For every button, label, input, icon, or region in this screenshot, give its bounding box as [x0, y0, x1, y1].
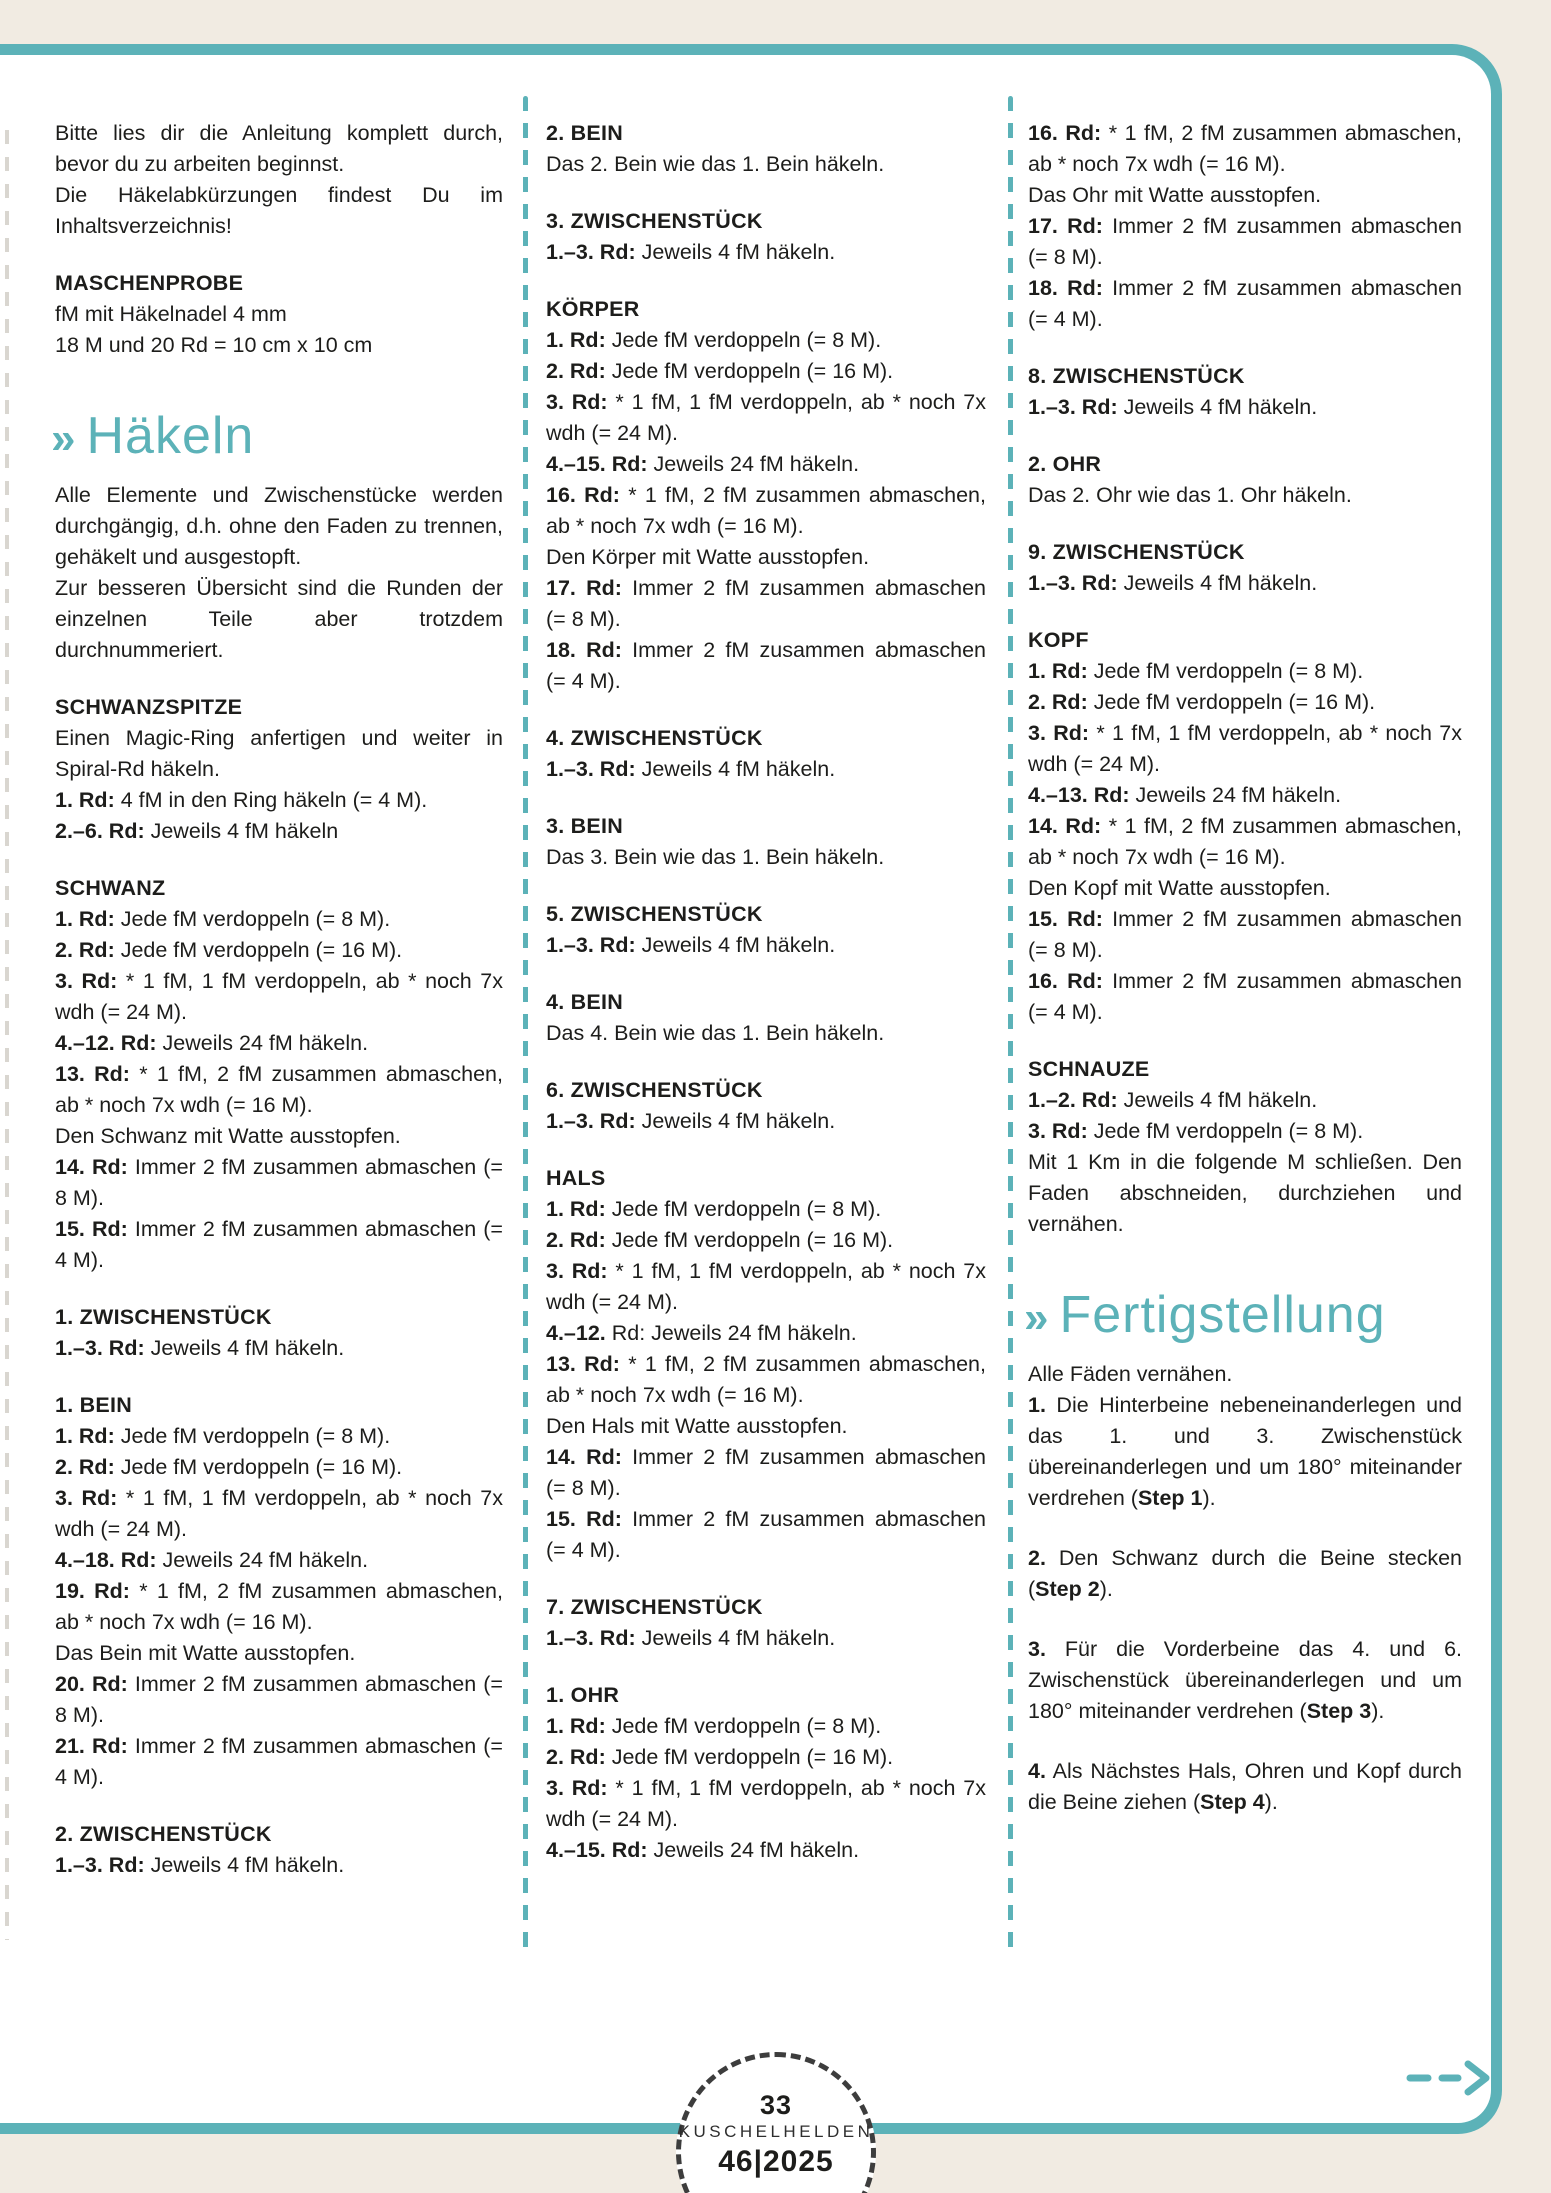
- script-heading-label: Häkeln: [86, 407, 255, 465]
- section-heading: 2. OHR: [1028, 452, 1102, 476]
- instruction-paragraph: [546, 449, 986, 480]
- instruction-paragraph: [546, 1411, 986, 1442]
- instruction-paragraph: [546, 930, 986, 961]
- bold-text: 1. Rd:: [546, 328, 606, 352]
- body-text: Einen Magic-Ring anfertigen und weiter in Spiral-Rd häkeln.: [55, 726, 503, 781]
- bold-text: 14. Rd:: [1028, 814, 1102, 838]
- bold-text: 1.–3. Rd:: [546, 1109, 636, 1133]
- column-separator-1: [523, 96, 528, 1952]
- bold-text: 4.–12.: [546, 1321, 606, 1345]
- instruction-paragraph: [546, 149, 986, 180]
- bold-text: 15. Rd:: [546, 1507, 622, 1531]
- body-text: Das 3. Bein wie das 1. Bein häkeln.: [546, 845, 885, 869]
- body-text: Immer 2 fM zusammen abmaschen (= 4 M).: [1028, 969, 1462, 1024]
- instruction-paragraph: [546, 635, 986, 697]
- body-text: Jeweils 24 fM häkeln.: [156, 1548, 369, 1572]
- instruction-paragraph: [546, 1773, 986, 1835]
- body-text: Den Schwanz mit Watte ausstopfen.: [55, 1124, 401, 1148]
- section-heading: 7. ZWISCHENSTÜCK: [546, 1595, 763, 1619]
- body-text: Das Ohr mit Watte ausstopfen.: [1028, 183, 1322, 207]
- body-text: Das 2. Ohr wie das 1. Ohr häkeln.: [1028, 483, 1352, 507]
- body-text: * 1 fM, 1 fM verdoppeln, ab * noch 7x wdh (= 24 M).: [546, 1776, 986, 1831]
- instruction-paragraph: [55, 785, 503, 816]
- body-text: Jeweils 24 fM häkeln.: [1129, 783, 1342, 807]
- instruction-paragraph: [55, 1452, 503, 1483]
- instruction-paragraph: [1028, 180, 1462, 211]
- body-text: Jede fM verdoppeln (= 16 M).: [1087, 690, 1376, 714]
- instruction-paragraph: [55, 816, 503, 847]
- body-text: Jede fM verdoppeln (= 16 M).: [605, 1228, 894, 1252]
- section-heading: 6. ZWISCHENSTÜCK: [546, 1078, 763, 1102]
- instruction-paragraph: [1028, 1390, 1462, 1514]
- body-text: Jede fM verdoppeln (= 16 M).: [605, 1745, 894, 1769]
- body-text: Jeweils 4 fM häkeln.: [144, 1853, 345, 1877]
- bold-text: 2. Rd:: [546, 1228, 606, 1252]
- body-text: * 1 fM, 1 fM verdoppeln, ab * noch 7x wdh (= 24 M).: [546, 390, 986, 445]
- instruction-paragraph: [55, 573, 503, 666]
- instruction-paragraph: [1028, 118, 1462, 180]
- body-text: Jeweils 4 fM häkeln.: [1117, 571, 1318, 595]
- bold-text: 3. Rd:: [1028, 1119, 1088, 1143]
- instruction-paragraph: [546, 1225, 986, 1256]
- instruction-paragraph: [55, 1850, 503, 1881]
- script-heading: [51, 405, 503, 470]
- section-heading: 3. BEIN: [546, 814, 624, 838]
- instruction-paragraph: [55, 723, 503, 785]
- bold-text: 1.–3. Rd:: [546, 757, 636, 781]
- instruction-paragraph: [55, 1421, 503, 1452]
- instruction-paragraph: [1028, 211, 1462, 273]
- bold-text: 13. Rd:: [55, 1062, 130, 1086]
- instruction-paragraph: [55, 1545, 503, 1576]
- page-edge-dashed-line: [5, 130, 9, 1940]
- bold-text: 1.–3. Rd:: [546, 1626, 636, 1650]
- body-text: Mit 1 Km in die folgende M schließen. Den Faden abschneiden, durchziehen und vernähen.: [1028, 1150, 1462, 1236]
- instruction-paragraph: [1028, 392, 1462, 423]
- body-text: fM mit Häkelnadel 4 mm: [55, 302, 287, 326]
- body-text: 18 M und 20 Rd = 10 cm x 10 cm: [55, 333, 373, 357]
- instruction-paragraph: [55, 180, 503, 242]
- body-text: Den Körper mit Watte ausstopfen.: [546, 545, 870, 569]
- section-heading: SCHWANZSPITZE: [55, 695, 243, 719]
- body-text: Jede fM verdoppeln (= 8 M).: [1087, 1119, 1364, 1143]
- instruction-paragraph: [1028, 811, 1462, 873]
- body-text: Den Kopf mit Watte ausstopfen.: [1028, 876, 1331, 900]
- script-heading: [1024, 1284, 1462, 1349]
- instruction-paragraph: [1028, 1756, 1462, 1818]
- section-heading: 2. BEIN: [546, 121, 624, 145]
- instruction-paragraph: [546, 1442, 986, 1504]
- instruction-paragraph: [1028, 1543, 1462, 1605]
- bold-text: 2. Rd:: [55, 1455, 115, 1479]
- instruction-paragraph: [1028, 873, 1462, 904]
- instruction-paragraph: [1028, 273, 1462, 335]
- instruction-paragraph: [546, 1018, 986, 1049]
- bold-text: 4.–15. Rd:: [546, 452, 648, 476]
- instruction-paragraph: [55, 904, 503, 935]
- body-text: Immer 2 fM zusammen abmaschen (= 8 M).: [55, 1155, 503, 1210]
- column-separator-2: [1008, 96, 1013, 1952]
- body-text: ).: [1099, 1577, 1113, 1601]
- instruction-paragraph: [546, 1835, 986, 1866]
- section-heading: 5. ZWISCHENSTÜCK: [546, 902, 763, 926]
- bold-text: 3. Rd:: [546, 1259, 608, 1283]
- bold-text: 20. Rd:: [55, 1672, 128, 1696]
- body-text: * 1 fM, 2 fM zusammen abmaschen, ab * noch 7x wdh (= 16 M).: [546, 483, 986, 538]
- instruction-paragraph: [55, 966, 503, 1028]
- body-text: Jeweils 4 fM häkeln: [144, 819, 339, 843]
- bold-text: 16. Rd:: [1028, 969, 1103, 993]
- body-text: Jede fM verdoppeln (= 16 M).: [605, 359, 894, 383]
- instruction-paragraph: [1028, 687, 1462, 718]
- body-text: Jeweils 4 fM häkeln.: [635, 933, 836, 957]
- body-text: Als Nächstes Hals, Ohren und Kopf durch die Beine ziehen (: [1028, 1759, 1462, 1814]
- bold-text: 15. Rd:: [55, 1217, 128, 1241]
- chevron-icon: »: [51, 414, 77, 463]
- bold-text: 1.–3. Rd:: [55, 1853, 145, 1877]
- instruction-paragraph: [1028, 966, 1462, 1028]
- section-heading: 1. OHR: [546, 1683, 620, 1707]
- body-text: Bitte lies dir die Anleitung komplett durch, bevor du zu arbeiten beginnst.: [55, 121, 503, 176]
- body-text: Jeweils 24 fM häkeln.: [647, 1838, 860, 1862]
- body-text: Die Häkelabkürzungen findest Du im Inhaltsverzeichnis!: [55, 183, 503, 238]
- body-text: Das Bein mit Watte ausstopfen.: [55, 1641, 356, 1665]
- bold-text: 17. Rd:: [1028, 214, 1103, 238]
- bold-text: 4.: [1028, 1759, 1046, 1783]
- instruction-paragraph: [546, 356, 986, 387]
- section-heading: KÖRPER: [546, 297, 640, 321]
- instruction-paragraph: [55, 1483, 503, 1545]
- body-text: Immer 2 fM zusammen abmaschen (= 4 M).: [546, 638, 986, 693]
- issue-number: 46|2025: [718, 2145, 834, 2178]
- body-text: Immer 2 fM zusammen abmaschen (= 4 M).: [546, 1507, 986, 1562]
- section-heading: 8. ZWISCHENSTÜCK: [1028, 364, 1245, 388]
- body-text: Jede fM verdoppeln (= 8 M).: [1087, 659, 1364, 683]
- bold-text: Step 3: [1306, 1699, 1372, 1723]
- body-text: ).: [1202, 1486, 1216, 1510]
- bold-text: 1.–3. Rd:: [1028, 571, 1118, 595]
- bold-text: 2.–6. Rd:: [55, 819, 145, 843]
- bold-text: 4.–15. Rd:: [546, 1838, 648, 1862]
- instruction-paragraph: [546, 1349, 986, 1411]
- body-text: Alle Elemente und Zwischenstücke werden durchgängig, d.h. ohne den Faden zu trennen, gehäkelt und ausgestopft.: [55, 483, 503, 569]
- bold-text: Step 2: [1035, 1577, 1100, 1601]
- body-text: Jeweils 4 fM häkeln.: [1117, 395, 1318, 419]
- body-text: Jeweils 4 fM häkeln.: [1117, 1088, 1318, 1112]
- instruction-paragraph: [546, 387, 986, 449]
- magazine-name: KUSCHELHELDEN: [678, 2122, 874, 2141]
- body-text: Jeweils 4 fM häkeln.: [144, 1336, 345, 1360]
- bold-text: 2. Rd:: [546, 359, 606, 383]
- bold-text: 3. Rd:: [55, 1486, 118, 1510]
- bold-text: 1. Rd:: [55, 907, 115, 931]
- text-column-2: [546, 118, 986, 1866]
- bold-text: 15. Rd:: [1028, 907, 1103, 931]
- instruction-paragraph: [546, 1194, 986, 1225]
- bold-text: Step 1: [1137, 1486, 1203, 1510]
- body-text: Jede fM verdoppeln (= 8 M).: [605, 1714, 882, 1738]
- bold-text: 2. Rd:: [546, 1745, 606, 1769]
- bold-text: 3. Rd:: [546, 1776, 608, 1800]
- body-text: * 1 fM, 1 fM verdoppeln, ab * noch 7x wdh (= 24 M).: [55, 969, 503, 1024]
- body-text: * 1 fM, 2 fM zusammen abmaschen, ab * noch 7x wdh (= 16 M).: [55, 1579, 503, 1634]
- instruction-paragraph: [55, 1152, 503, 1214]
- bold-text: 19. Rd:: [55, 1579, 130, 1603]
- body-text: Die Hinterbeine nebeneinanderlegen und das 1. und 3. Zwischenstück übereinanderlegen und um 180° miteinander verdrehen (: [1028, 1393, 1462, 1510]
- body-text: Jeweils 4 fM häkeln.: [635, 1109, 836, 1133]
- bold-text: 2. Rd:: [55, 938, 115, 962]
- instruction-paragraph: [55, 1576, 503, 1638]
- continue-next-page-arrow-icon: [1404, 2056, 1492, 2100]
- body-text: * 1 fM, 2 fM zusammen abmaschen, ab * noch 7x wdh (= 16 M).: [55, 1062, 503, 1117]
- instruction-paragraph: [55, 330, 503, 361]
- body-text: Immer 2 fM zusammen abmaschen (= 4 M).: [55, 1734, 503, 1789]
- body-text: * 1 fM, 1 fM verdoppeln, ab * noch 7x wdh (= 24 M).: [55, 1486, 503, 1541]
- instruction-paragraph: [546, 1742, 986, 1773]
- instruction-paragraph: [1028, 1085, 1462, 1116]
- bold-text: 4.–18. Rd:: [55, 1548, 157, 1572]
- body-text: Rd: Jeweils 24 fM häkeln.: [605, 1321, 857, 1345]
- instruction-paragraph: [1028, 480, 1462, 511]
- instruction-paragraph: [1028, 1147, 1462, 1240]
- section-heading: SCHWANZ: [55, 876, 166, 900]
- instruction-paragraph: [55, 935, 503, 966]
- bold-text: 1. Rd:: [546, 1197, 606, 1221]
- instruction-paragraph: [1028, 656, 1462, 687]
- section-heading: SCHNAUZE: [1028, 1057, 1150, 1081]
- instruction-paragraph: [546, 1711, 986, 1742]
- body-text: * 1 fM, 2 fM zusammen abmaschen, ab * noch 7x wdh (= 16 M).: [546, 1352, 986, 1407]
- body-text: * 1 fM, 1 fM verdoppeln, ab * noch 7x wdh (= 24 M).: [546, 1259, 986, 1314]
- instruction-paragraph: [1028, 1359, 1462, 1390]
- body-text: * 1 fM, 2 fM zusammen abmaschen, ab * noch 7x wdh (= 16 M).: [1028, 814, 1462, 869]
- section-heading: KOPF: [1028, 628, 1089, 652]
- body-text: Jede fM verdoppeln (= 8 M).: [114, 907, 391, 931]
- section-heading: 2. ZWISCHENSTÜCK: [55, 1822, 272, 1846]
- body-text: Jede fM verdoppeln (= 8 M).: [605, 328, 882, 352]
- body-text: Jede fM verdoppeln (= 16 M).: [114, 1455, 403, 1479]
- section-heading: 4. ZWISCHENSTÜCK: [546, 726, 763, 750]
- bold-text: 3.: [1028, 1637, 1046, 1661]
- instruction-paragraph: [55, 1028, 503, 1059]
- body-text: Jeweils 4 fM häkeln.: [635, 1626, 836, 1650]
- bold-text: 17. Rd:: [546, 576, 622, 600]
- instruction-paragraph: [1028, 1116, 1462, 1147]
- instruction-paragraph: [55, 1731, 503, 1793]
- instruction-paragraph: [55, 480, 503, 573]
- bold-text: 16. Rd:: [546, 483, 620, 507]
- instruction-paragraph: [55, 1669, 503, 1731]
- instruction-paragraph: [546, 1256, 986, 1318]
- bold-text: 18. Rd:: [1028, 276, 1103, 300]
- instruction-paragraph: [55, 1638, 503, 1669]
- body-text: Für die Vorderbeine das 4. und 6. Zwischenstück übereinanderlegen und um 180° miteinander verdrehen (: [1028, 1637, 1462, 1723]
- instruction-paragraph: [1028, 718, 1462, 780]
- body-text: Jede fM verdoppeln (= 8 M).: [605, 1197, 882, 1221]
- body-text: Immer 2 fM zusammen abmaschen (= 4 M).: [1028, 276, 1462, 331]
- bold-text: 13. Rd:: [546, 1352, 620, 1376]
- script-heading-label: Fertigstellung: [1059, 1286, 1386, 1344]
- instruction-paragraph: [1028, 904, 1462, 966]
- body-text: Jede fM verdoppeln (= 16 M).: [114, 938, 403, 962]
- text-column-1: [51, 118, 503, 1881]
- body-text: Zur besseren Übersicht sind die Runden der einzelnen Teile aber trotzdem durchnummeriert.: [55, 576, 503, 662]
- body-text: 4 fM in den Ring häkeln (= 4 M).: [114, 788, 428, 812]
- section-heading: 3. ZWISCHENSTÜCK: [546, 209, 763, 233]
- text-column-3: [1024, 118, 1462, 1818]
- body-text: Den Schwanz durch die Beine stecken (: [1028, 1546, 1462, 1601]
- body-text: Jeweils 24 fM häkeln.: [156, 1031, 369, 1055]
- section-heading: 4. BEIN: [546, 990, 624, 1014]
- bold-text: 3. Rd:: [1028, 721, 1090, 745]
- bold-text: 1.–3. Rd:: [546, 240, 636, 264]
- instruction-paragraph: [546, 325, 986, 356]
- bold-text: 3. Rd:: [546, 390, 608, 414]
- bold-text: 1.–3. Rd:: [55, 1336, 145, 1360]
- chevron-icon: »: [1024, 1293, 1050, 1342]
- body-text: * 1 fM, 1 fM verdoppeln, ab * noch 7x wdh (= 24 M).: [1028, 721, 1462, 776]
- instruction-paragraph: [546, 1504, 986, 1566]
- body-text: Immer 2 fM zusammen abmaschen (= 8 M).: [1028, 907, 1462, 962]
- bold-text: 1.–2. Rd:: [1028, 1088, 1118, 1112]
- body-text: Jeweils 4 fM häkeln.: [635, 757, 836, 781]
- instruction-paragraph: [55, 1121, 503, 1152]
- instruction-paragraph: [55, 1059, 503, 1121]
- section-heading: 1. ZWISCHENSTÜCK: [55, 1305, 272, 1329]
- body-text: Jeweils 24 fM häkeln.: [647, 452, 860, 476]
- bold-text: 14. Rd:: [546, 1445, 622, 1469]
- instruction-paragraph: [546, 237, 986, 268]
- instruction-paragraph: [546, 1106, 986, 1137]
- section-heading: HALS: [546, 1166, 606, 1190]
- body-text: * 1 fM, 2 fM zusammen abmaschen, ab * noch 7x wdh (= 16 M).: [1028, 121, 1462, 176]
- body-text: Immer 2 fM zusammen abmaschen (= 8 M).: [55, 1672, 503, 1727]
- instruction-paragraph: [546, 480, 986, 542]
- bold-text: Step 4: [1200, 1790, 1265, 1814]
- bold-text: 2.: [1028, 1546, 1046, 1570]
- instruction-paragraph: [546, 754, 986, 785]
- instruction-paragraph: [1028, 568, 1462, 599]
- bold-text: 1. Rd:: [55, 788, 115, 812]
- body-text: Das 2. Bein wie das 1. Bein häkeln.: [546, 152, 885, 176]
- section-heading: MASCHENPROBE: [55, 271, 244, 295]
- body-text: Das 4. Bein wie das 1. Bein häkeln.: [546, 1021, 885, 1045]
- bold-text: 1. Rd:: [55, 1424, 115, 1448]
- instruction-paragraph: [546, 1623, 986, 1654]
- bold-text: 1.–3. Rd:: [1028, 395, 1118, 419]
- bold-text: 4.–13. Rd:: [1028, 783, 1130, 807]
- instruction-paragraph: [55, 299, 503, 330]
- instruction-paragraph: [546, 542, 986, 573]
- bold-text: 21. Rd:: [55, 1734, 128, 1758]
- instruction-paragraph: [1028, 780, 1462, 811]
- bold-text: 2. Rd:: [1028, 690, 1088, 714]
- instruction-paragraph: [546, 842, 986, 873]
- body-text: Den Hals mit Watte ausstopfen.: [546, 1414, 848, 1438]
- body-text: Immer 2 fM zusammen abmaschen (= 8 M).: [1028, 214, 1462, 269]
- bold-text: 14. Rd:: [55, 1155, 128, 1179]
- body-text: ).: [1371, 1699, 1385, 1723]
- body-text: Jeweils 4 fM häkeln.: [635, 240, 836, 264]
- instruction-paragraph: [55, 118, 503, 180]
- bold-text: 1.–3. Rd:: [546, 933, 636, 957]
- bold-text: 1. Rd:: [546, 1714, 606, 1738]
- bold-text: 3. Rd:: [55, 969, 118, 993]
- body-text: ).: [1264, 1790, 1278, 1814]
- body-text: Jede fM verdoppeln (= 8 M).: [114, 1424, 391, 1448]
- instruction-paragraph: [55, 1333, 503, 1364]
- section-heading: 9. ZWISCHENSTÜCK: [1028, 540, 1245, 564]
- bold-text: 18. Rd:: [546, 638, 622, 662]
- instruction-paragraph: [546, 573, 986, 635]
- bold-text: 4.–12. Rd:: [55, 1031, 157, 1055]
- instruction-paragraph: [546, 1318, 986, 1349]
- section-heading: 1. BEIN: [55, 1393, 133, 1417]
- instruction-paragraph: [1028, 1634, 1462, 1727]
- page-number: 33: [759, 2090, 793, 2120]
- instruction-paragraph: [55, 1214, 503, 1276]
- body-text: Immer 2 fM zusammen abmaschen (= 8 M).: [546, 576, 986, 631]
- bold-text: 1.: [1028, 1393, 1046, 1417]
- body-text: Alle Fäden vernähen.: [1028, 1362, 1233, 1386]
- body-text: Immer 2 fM zusammen abmaschen (= 8 M).: [546, 1445, 986, 1500]
- bold-text: 16. Rd:: [1028, 121, 1102, 145]
- body-text: Immer 2 fM zusammen abmaschen (= 4 M).: [55, 1217, 503, 1272]
- bold-text: 1. Rd:: [1028, 659, 1088, 683]
